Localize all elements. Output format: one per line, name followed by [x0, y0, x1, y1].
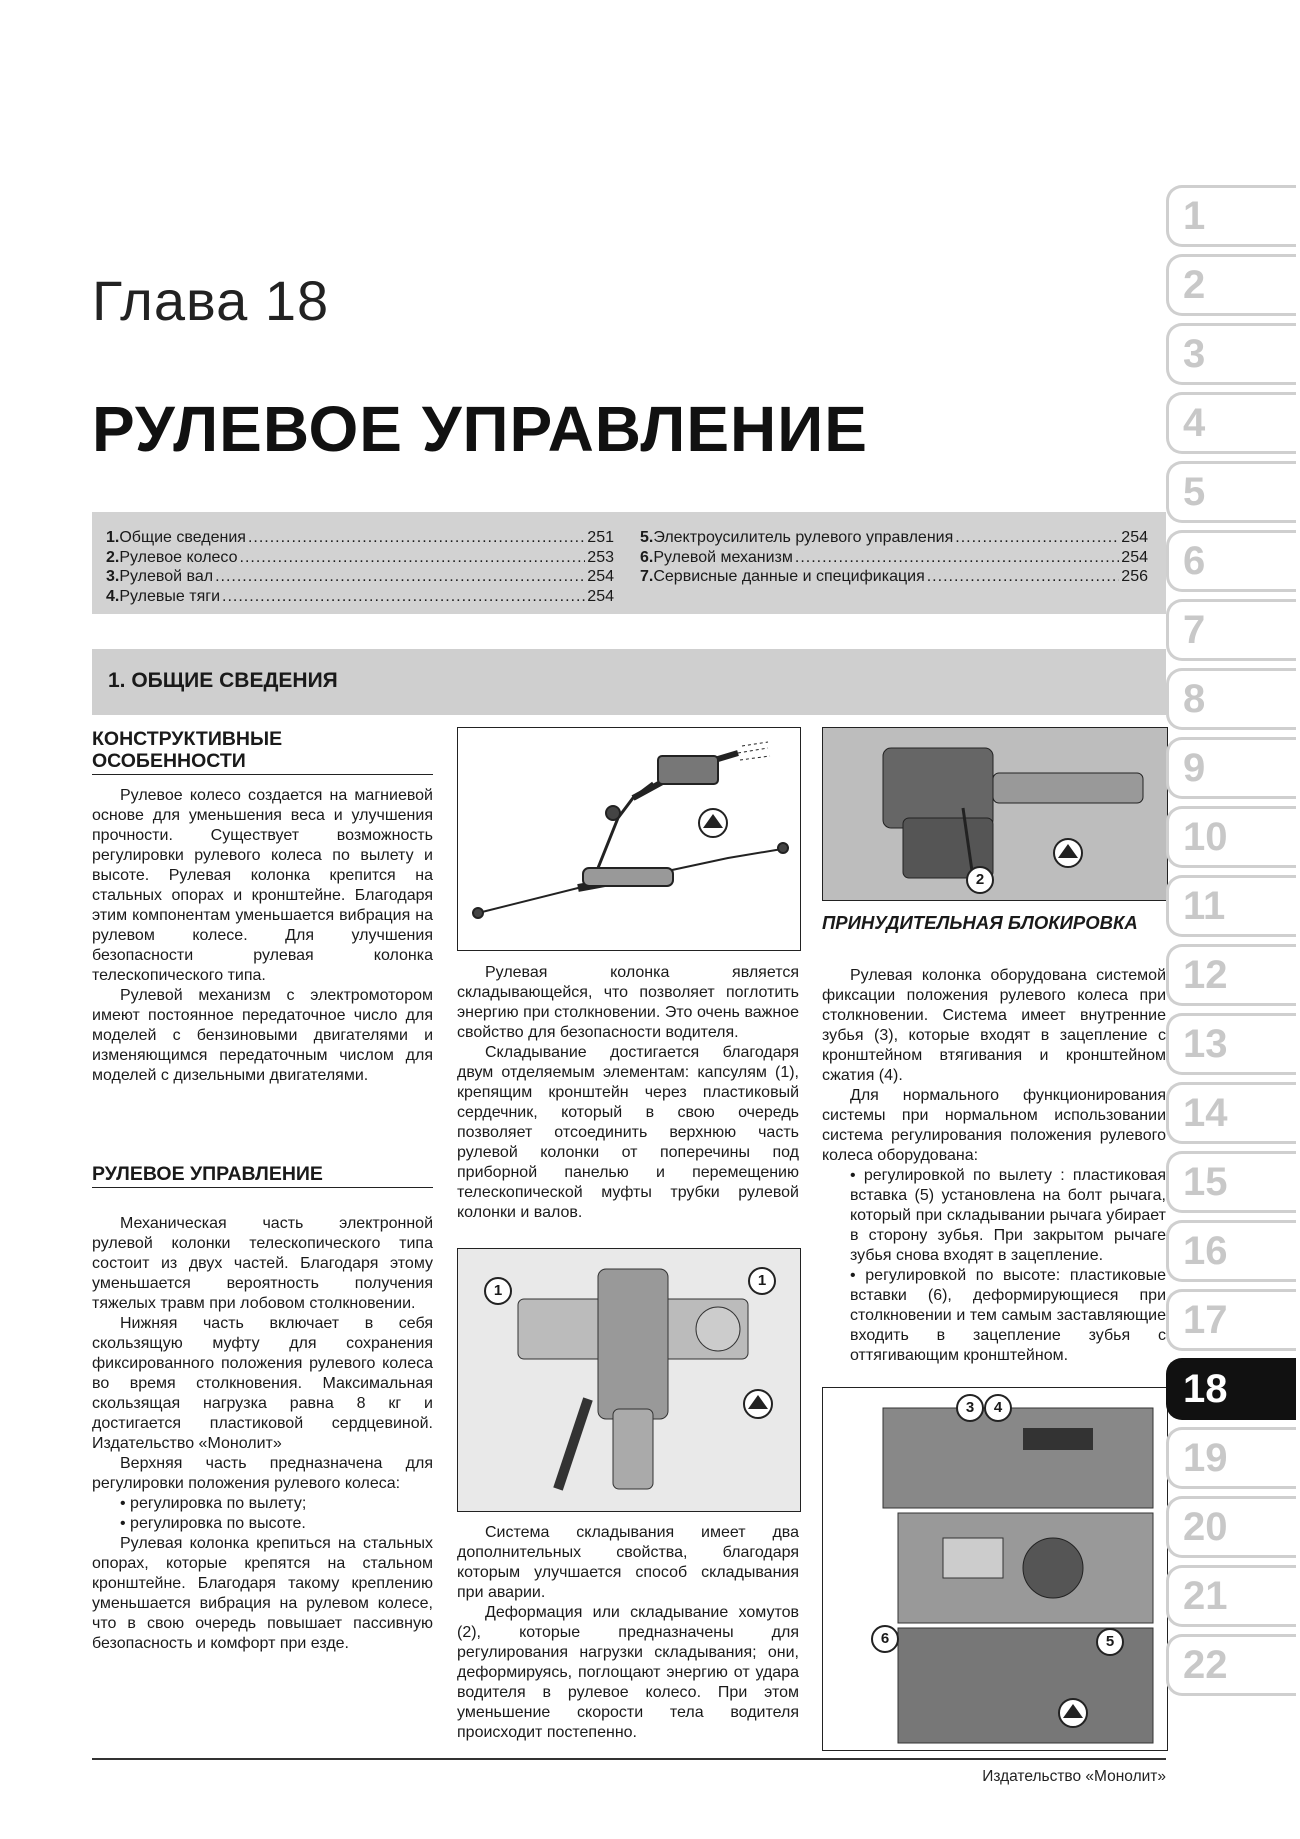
- figure-column-clamp: [822, 727, 1168, 901]
- figure-collapsible-column: [457, 1248, 801, 1512]
- chapter-tab-5[interactable]: [1166, 461, 1296, 523]
- toc-item[interactable]: [106, 567, 614, 587]
- toc-right-column: [640, 528, 1148, 587]
- tab-number: 3: [1183, 332, 1206, 376]
- chapter-tab-17[interactable]: [1166, 1289, 1296, 1351]
- tab-number: 21: [1183, 1574, 1228, 1618]
- toc-left-column: [106, 528, 614, 606]
- chapter-tab-3[interactable]: [1166, 323, 1296, 385]
- chapter-tab-9[interactable]: [1166, 737, 1296, 799]
- adjustment-list: [92, 1494, 433, 1534]
- subheading-steering: [92, 1163, 433, 1188]
- callout-2: 2: [966, 866, 994, 894]
- figure-locking-details: [822, 1387, 1168, 1751]
- paragraph: Рулевой механизм с электромотором имеют постоянное передаточное число для моделей с бензиновыми двигателями и изменяющимся передаточным числом для моделей с дизельными двигателями.: [92, 987, 433, 1084]
- tab-number: 11: [1183, 884, 1226, 928]
- toc-num: 1.: [106, 529, 120, 546]
- toc-page: 254: [1121, 529, 1148, 546]
- tab-number: 14: [1183, 1091, 1228, 1135]
- paragraph: Рулевая колонка оборудована системой фиксации положения рулевого колеса при столкновении. Система имеет внутренние зубья (3), которые входят в зацепление с кронштейном втягивания и кронштейном сжатия (4).: [822, 967, 1166, 1084]
- section-title: 1. ОБЩИЕ СВЕДЕНИЯ: [108, 669, 338, 692]
- list-item: • регулировкой по высоте: пластиковые вставки (6), деформирующиеся при столкновении и тем самым заставляющие входить в зацепление зубья с оттягивающим кронштейном.: [850, 1266, 1166, 1366]
- paragraph: Деформация или складывание хомутов (2), которые предназначены для регулирования нагрузки складывания; они, деформируясь, поглощают энергию от удара водителя в рулевое колесо. При этом уменьшение скорости тела водителя происходит постепенно.: [457, 1604, 799, 1741]
- callout-5: 5: [1096, 1628, 1124, 1656]
- chapter-tab-11[interactable]: [1166, 875, 1296, 937]
- tab-number: 18: [1183, 1367, 1228, 1411]
- toc-title: Электроусилитель рулевого управления: [653, 529, 954, 546]
- chapter-tab-20[interactable]: [1166, 1496, 1296, 1558]
- col1-text-block-1: [92, 786, 433, 1086]
- chapter-tab-16[interactable]: [1166, 1220, 1296, 1282]
- callout-3: 3: [956, 1394, 984, 1422]
- toc-num: 7.: [640, 568, 654, 585]
- subheading-text: ПРИНУДИТЕЛЬНАЯ БЛОКИРОВКА: [822, 912, 1138, 933]
- footer-publisher: Издательство «Монолит»: [982, 1768, 1166, 1785]
- callout-1-right: 1: [748, 1267, 776, 1295]
- table-of-contents: [92, 512, 1166, 614]
- tab-number: 5: [1183, 470, 1206, 514]
- adjustment-list: [822, 1166, 1166, 1366]
- toc-item[interactable]: [106, 528, 614, 548]
- chapter-tab-22[interactable]: [1166, 1634, 1296, 1696]
- list-item: • регулировка по высоте.: [120, 1514, 433, 1534]
- tab-number: 8: [1183, 677, 1206, 721]
- tab-number: 7: [1183, 608, 1206, 652]
- tab-number: 1: [1183, 194, 1206, 238]
- toc-page: 256: [1121, 568, 1148, 585]
- paragraph: Механическая часть электронной рулевой колонки телескопического типа состоит из двух частей. Благодаря этому уменьшается вероятность получения тяжелых травм при лобовом столкновении.: [92, 1215, 433, 1312]
- chapter-title: РУЛЕВОЕ УПРАВЛЕНИЕ: [92, 393, 868, 465]
- tab-number: 16: [1183, 1229, 1228, 1273]
- chapter-tab-7[interactable]: [1166, 599, 1296, 661]
- callout-1-left: 1: [484, 1277, 512, 1305]
- toc-title: Рулевой вал: [119, 568, 214, 585]
- tab-number: 19: [1183, 1436, 1228, 1480]
- chapter-tab-15[interactable]: [1166, 1151, 1296, 1213]
- chapter-tab-6[interactable]: [1166, 530, 1296, 592]
- publisher-logo-icon: [744, 1390, 772, 1418]
- tab-number: 10: [1183, 815, 1228, 859]
- paragraph: Нижняя часть включает в себя скользящую муфту для сохранения фиксированного положения рулевого колеса во время столкновения. Максимальная скользящая нагрузка равна 8 кг и достигается пластиковой сердцевиной. Издательство «Монолит»: [92, 1315, 433, 1452]
- toc-item[interactable]: [640, 528, 1148, 548]
- col2-text-block-2: [457, 1523, 799, 1743]
- chapter-tab-21[interactable]: [1166, 1565, 1296, 1627]
- tab-number: 12: [1183, 953, 1228, 997]
- publisher-logo-icon: [1054, 839, 1082, 867]
- paragraph: Для нормального функционирования системы при нормальном использовании система регулирования положения рулевого колеса оборудована:: [822, 1087, 1166, 1164]
- chapter-tab-1[interactable]: [1166, 185, 1296, 247]
- col3-text-block: [822, 966, 1166, 1366]
- tab-number: 17: [1183, 1298, 1228, 1342]
- section-header: [92, 649, 1166, 715]
- toc-title: Рулевое колесо: [119, 548, 238, 566]
- paragraph: Рулевая колонка крепиться на стальных опорах, которые крепятся на стальном кронштейне. Благодаря такому креплению уменьшается вибрация на рулевом колесе, что в свою очередь повышает пассивную безопасность и комфорт при езде.: [92, 1535, 433, 1652]
- list-item: • регулировкой по вылету : пластиковая вставка (5) установлена на болт рычага, который при складывании рычага убирает в сторону зубья. При закрытом рычаге зубья снова входят в зацепление.: [850, 1166, 1166, 1266]
- steering-assembly-illustration: [458, 728, 798, 948]
- paragraph: Верхняя часть предназначена для регулировки положения рулевого колеса:: [92, 1455, 433, 1492]
- tab-number: 20: [1183, 1505, 1228, 1549]
- locking-details-illustration: [823, 1388, 1165, 1748]
- chapter-tab-10[interactable]: [1166, 806, 1296, 868]
- col2-text-block-1: [457, 963, 799, 1223]
- toc-num: 3.: [106, 568, 120, 585]
- toc-title: Рулевой механизм: [653, 548, 793, 566]
- publisher-logo-icon: [1059, 1699, 1087, 1727]
- subheading-forced-locking: [822, 912, 1166, 934]
- tab-number: 6: [1183, 539, 1206, 583]
- publisher-logo-icon: [699, 809, 727, 837]
- tab-number: 13: [1183, 1022, 1228, 1066]
- paragraph: Рулевое колесо создается на магниевой основе для уменьшения веса и улучшения прочности. Существует возможность регулировки рулевого колеса по вылету и высоте. Рулевая колонка крепится на стальных опорах и кронштейне. Благодаря этим компонентам уменьшается вибрация на рулевом колесе. Для улучшения безопасности рулевая колонка телескопического типа.: [92, 787, 433, 984]
- toc-page: 251: [587, 529, 614, 546]
- paragraph: Система складывания имеет два дополнительных свойства, благодаря которым улучшается способ складывания при аварии.: [457, 1524, 799, 1601]
- figure-steering-assembly: [457, 727, 801, 951]
- toc-num: 2.: [106, 548, 120, 566]
- toc-item[interactable]: [640, 548, 1148, 568]
- chapter-tab-12[interactable]: [1166, 944, 1296, 1006]
- callout-6: 6: [871, 1625, 899, 1653]
- toc-item[interactable]: [106, 587, 614, 607]
- tab-number: 4: [1183, 401, 1206, 445]
- tab-number: 22: [1183, 1643, 1228, 1687]
- toc-page: 254: [1121, 548, 1148, 566]
- chapter-tab-14[interactable]: [1166, 1082, 1296, 1144]
- paragraph: Складывание достигается благодаря двум отделяемым элементам: капсулям (1), крепящим кронштейн через пластиковый сердечник, который в свою очередь позволяет отсоединить верхнюю часть рулевой колонки от поперечины под приборной панелью и перемещению телескопической муфты трубки рулевой колонки и валов.: [457, 1044, 799, 1221]
- toc-item[interactable]: [106, 548, 614, 568]
- subheading-text: КОНСТРУКТИВНЫЕ ОСОБЕННОСТИ: [92, 728, 283, 772]
- chapter-tab-13[interactable]: [1166, 1013, 1296, 1075]
- subheading-text: РУЛЕВОЕ УПРАВЛЕНИЕ: [92, 1163, 323, 1185]
- toc-title: Сервисные данные и спецификация: [653, 568, 925, 585]
- column-clamp-illustration: [823, 728, 1165, 898]
- tab-number: 9: [1183, 746, 1206, 790]
- callout-4: 4: [984, 1394, 1012, 1422]
- toc-title: Рулевые тяги: [119, 587, 221, 605]
- chapter-tab-8[interactable]: [1166, 668, 1296, 730]
- tab-number: 15: [1183, 1160, 1228, 1204]
- toc-page: 253: [587, 548, 614, 566]
- chapter-tab-18-active[interactable]: [1166, 1358, 1296, 1420]
- subheading-design-features: [92, 728, 433, 775]
- toc-num: 6.: [640, 548, 654, 566]
- toc-page: 254: [587, 568, 614, 585]
- chapter-tab-2[interactable]: [1166, 254, 1296, 316]
- toc-page: 254: [587, 587, 614, 605]
- chapter-tab-4[interactable]: [1166, 392, 1296, 454]
- toc-item[interactable]: [640, 567, 1148, 587]
- toc-title: Общие сведения: [119, 529, 246, 546]
- list-item: • регулировка по вылету;: [120, 1494, 433, 1514]
- tab-number: 2: [1183, 263, 1206, 307]
- chapter-tab-19[interactable]: [1166, 1427, 1296, 1489]
- paragraph: Рулевая колонка является складывающейся, что позволяет поглотить энергию при столкновении. Это очень важное свойство для безопасности водителя.: [457, 964, 799, 1041]
- footer-divider: [92, 1758, 1166, 1760]
- toc-num: 4.: [106, 587, 120, 605]
- chapter-label: Глава 18: [92, 269, 330, 332]
- toc-num: 5.: [640, 529, 654, 546]
- col1-text-block-2: [92, 1214, 433, 1654]
